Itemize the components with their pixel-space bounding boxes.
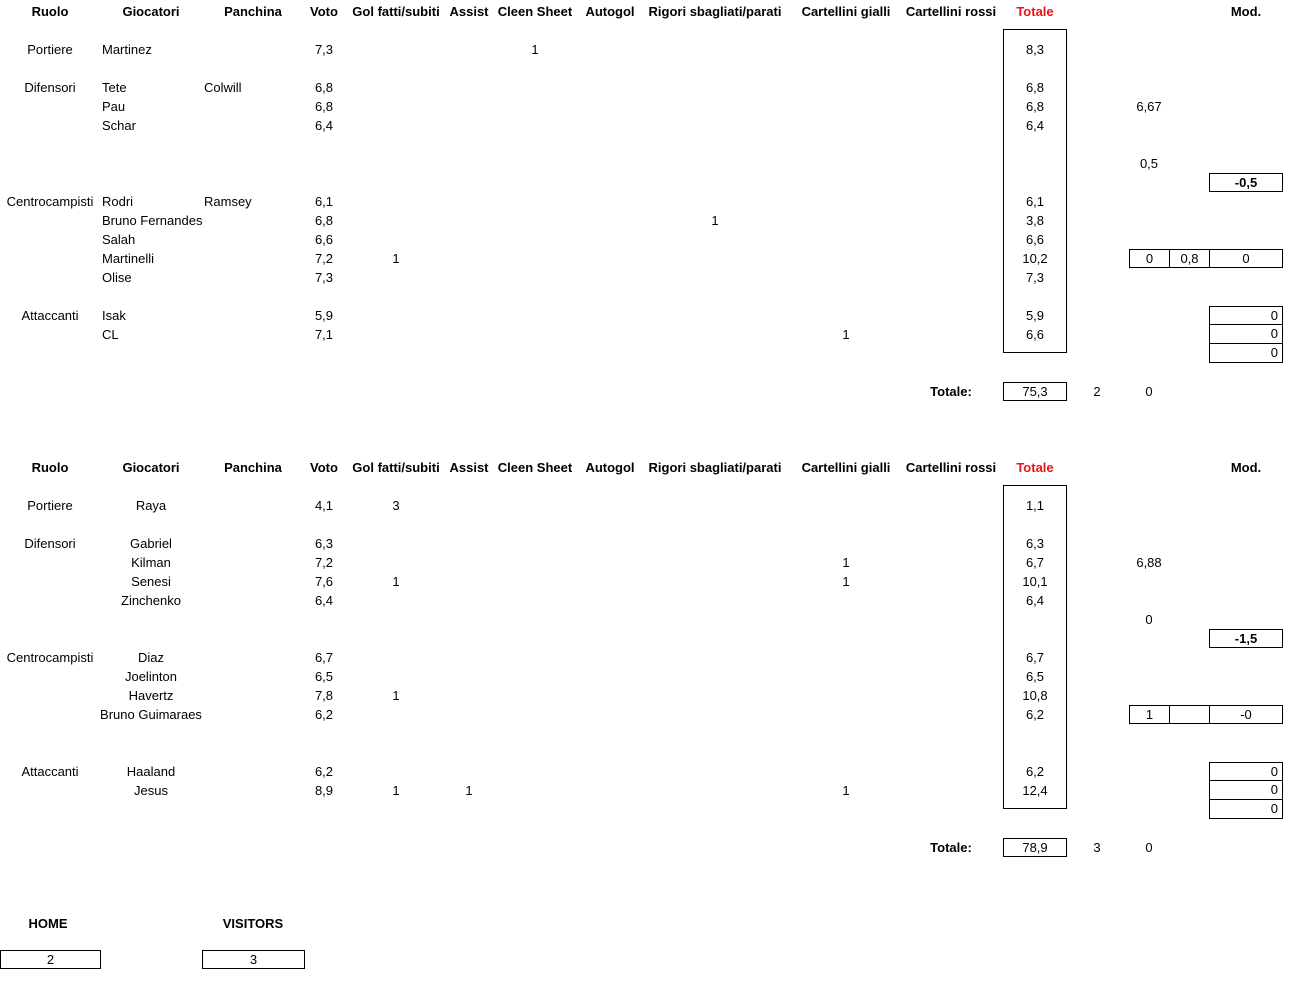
totale-label: Totale: [930,840,972,855]
voto-value: 4,1 [314,498,334,513]
header-ruolo: Ruolo [31,460,69,475]
bench-player [204,306,284,325]
assist-value [454,40,484,59]
header-voto: Voto [310,4,338,19]
voto-value: 7,1 [314,327,334,342]
voto-value: 7,3 [314,270,334,285]
gol-value [376,648,416,667]
cleen-sheet-value [520,192,550,211]
header-giocatori: Giocatori [122,4,180,19]
header-totale: Totale [1016,4,1054,19]
player-name: Isak [102,308,126,323]
player-name: Bruno Fernandes [102,213,203,228]
role-attaccanti: Attaccanti [21,308,79,323]
bench-player [204,97,284,116]
header-ruolo: Ruolo [31,4,69,19]
voto-value: 5,9 [314,308,334,323]
player-name: CL [102,327,119,342]
header-gialli: Cartellini gialli [801,460,891,475]
gol-value [376,667,416,686]
header-cleen-sheet: Cleen Sheet [497,460,573,475]
rigori-value [700,116,730,135]
gialli-value [831,97,861,116]
gialli-value: 1 [842,555,850,570]
assist-value [454,572,484,591]
header-rossi: Cartellini rossi [905,460,997,475]
cleen-sheet-value [520,116,550,135]
bench-player: Colwill [204,80,242,95]
assist-value [454,496,484,515]
voto-value: 8,9 [314,783,334,798]
assist-value [454,116,484,135]
player-name: Joelinton [124,669,178,684]
midfield-cell-b [1169,705,1210,724]
gol-value: 1 [392,574,400,589]
player-name: Olise [102,270,132,285]
rigori-value [700,268,730,287]
rigori-value: 1 [711,213,719,228]
gol-value [376,192,416,211]
gialli-value [831,534,861,553]
totale-value: 6,4 [1025,118,1045,133]
mod-total-cell: -1,5 [1209,629,1283,648]
totale-value: 5,9 [1025,308,1045,323]
gialli-value [831,211,861,230]
assist-value [454,553,484,572]
attack-cell-2: 0 [1209,325,1283,344]
gialli-value [831,496,861,515]
gol-value [376,78,416,97]
defense-average: 6,88 [1136,555,1162,570]
gol-value [376,762,416,781]
role-centrocampisti: Centrocampisti [6,194,94,209]
extra-value: 0 [1145,840,1153,855]
rigori-value [700,230,730,249]
bench-player [204,572,284,591]
header-giocatori: Giocatori [122,460,180,475]
gialli-value [831,648,861,667]
player-name: Martinelli [102,251,155,266]
header-mod: Mod. [1230,460,1262,475]
home-score-cell: 2 [0,950,101,969]
gol-value [376,325,416,344]
player-name: Zinchenko [121,593,181,608]
totale-value: 6,6 [1025,327,1045,342]
assist-value [454,762,484,781]
rigori-value [700,325,730,344]
role-portiere: Portiere [27,498,73,513]
midfield-cell-a: 1 [1129,705,1170,724]
gialli-value [831,249,861,268]
visitors-score-cell: 3 [202,950,305,969]
gialli-value [831,192,861,211]
attack-cell-3: 0 [1209,800,1283,819]
header-totale: Totale [1016,460,1054,475]
gol-value [376,705,416,724]
header-autogol: Autogol [585,460,635,475]
bench-player [204,553,284,572]
voto-value: 6,8 [314,80,334,95]
header-panchina: Panchina [224,4,282,19]
player-name: Kilman [131,555,171,570]
bench-player [204,705,284,724]
gialli-value [831,306,861,325]
bench-player [204,40,284,59]
bench-player [204,667,284,686]
attack-cell-1: 0 [1209,306,1283,325]
player-name: Pau [102,99,126,114]
player-name: Diaz [137,650,164,665]
gialli-value [831,230,861,249]
header-mod: Mod. [1230,4,1262,19]
gol-value [376,268,416,287]
voto-value: 7,2 [314,555,334,570]
voto-value: 6,5 [314,669,334,684]
player-name: Jesus [134,783,168,798]
cleen-sheet-value [520,306,550,325]
totale-value: 6,2 [1025,764,1045,779]
player-name: Rodri [102,194,134,209]
assist-value [454,192,484,211]
voto-value: 6,8 [314,213,334,228]
header-panchina: Panchina [224,460,282,475]
rigori-value [700,249,730,268]
cleen-sheet-value: 1 [531,42,539,57]
header-assist: Assist [449,4,489,19]
assist-value [454,97,484,116]
voto-value: 6,8 [314,99,334,114]
midfield-cell-c: -0 [1209,705,1283,724]
totale-value: 6,5 [1025,669,1045,684]
totale-value: 6,6 [1025,232,1045,247]
role-portiere: Portiere [27,42,73,57]
bench-player [204,781,284,800]
totale-value: 6,3 [1025,536,1045,551]
gol-value [376,306,416,325]
goals-value: 2 [1093,384,1101,399]
gialli-value [831,116,861,135]
totale-value: 12,4 [1022,783,1048,798]
totale-label: Totale: [930,384,972,399]
gol-value [376,116,416,135]
home-label: HOME [28,916,68,931]
gialli-value [831,78,861,97]
totale-value: 8,3 [1025,42,1045,57]
attack-cell-1: 0 [1209,762,1283,781]
gol-value [376,97,416,116]
midfield-cell-c: 0 [1209,249,1283,268]
header-rigori: Rigori sbagliati/parati [648,460,782,475]
cleen-sheet-value [520,78,550,97]
mod-total-cell: -0,5 [1209,173,1283,192]
bench-player [204,496,284,515]
assist-value [454,667,484,686]
gol-value [376,211,416,230]
voto-value: 7,6 [314,574,334,589]
voto-value: 6,7 [314,650,334,665]
cleen-sheet-value [520,325,550,344]
extra-value: 0 [1145,384,1153,399]
assist-value [454,534,484,553]
totale-value: 3,8 [1025,213,1045,228]
role-attaccanti: Attaccanti [21,764,79,779]
rigori-value [700,306,730,325]
voto-value: 6,4 [314,118,334,133]
voto-value: 7,3 [314,42,334,57]
bench-player [204,591,284,610]
voto-value: 6,2 [314,707,334,722]
gol-value [376,40,416,59]
player-name: Raya [135,498,167,513]
cleen-sheet-value [520,249,550,268]
voto-value: 6,3 [314,536,334,551]
player-name: Martinez [102,42,152,57]
player-name: Salah [102,232,136,247]
assist-value [454,78,484,97]
assist-value [454,211,484,230]
attack-cell-3: 0 [1209,344,1283,363]
totale-value: 10,2 [1022,251,1048,266]
cleen-sheet-value [520,211,550,230]
player-name: Schar [102,118,136,133]
defense-modifier: 0 [1145,612,1153,627]
voto-value: 7,2 [314,251,334,266]
header-assist: Assist [449,460,489,475]
visitors-label: VISITORS [222,916,284,931]
assist-value [454,591,484,610]
totale-value: 6,1 [1025,194,1045,209]
player-name: Senesi [131,574,171,589]
defense-modifier: 0,5 [1139,156,1159,171]
player-name: Haaland [126,764,176,779]
voto-value: 7,8 [314,688,334,703]
totale-value: 10,1 [1022,574,1048,589]
gol-value [376,534,416,553]
header-gol: Gol fatti/subiti [352,460,440,475]
totale-value: 7,3 [1025,270,1045,285]
player-name: Tete [102,80,127,95]
gol-value [376,591,416,610]
defense-average: 6,67 [1136,99,1162,114]
bench-player [204,534,284,553]
bench-player [204,230,284,249]
totale-value: 10,8 [1022,688,1048,703]
assist-value [454,325,484,344]
voto-value: 6,1 [314,194,334,209]
rigori-value [700,78,730,97]
gialli-value: 1 [842,783,850,798]
role-difensori: Difensori [24,80,76,95]
assist-value [454,686,484,705]
gialli-value [831,686,861,705]
gialli-value [831,591,861,610]
totale-value: 6,4 [1025,593,1045,608]
gol-value: 1 [392,251,400,266]
assist-value [454,705,484,724]
bench-player [204,325,284,344]
midfield-cell-a: 0 [1129,249,1170,268]
header-rigori: Rigori sbagliati/parati [648,4,782,19]
gialli-value [831,40,861,59]
voto-value: 6,4 [314,593,334,608]
totale-value: 6,8 [1025,80,1045,95]
assist-value [454,648,484,667]
gialli-value: 1 [842,327,850,342]
attack-cell-2: 0 [1209,781,1283,800]
gialli-value [831,762,861,781]
bench-player: Ramsey [204,194,252,209]
assist-value [454,249,484,268]
gol-value [376,553,416,572]
header-cleen-sheet: Cleen Sheet [497,4,573,19]
team-total-cell: 75,3 [1003,382,1067,401]
rigori-value [700,40,730,59]
gialli-value: 1 [842,574,850,589]
totale-value: 1,1 [1025,498,1045,513]
assist-value [454,306,484,325]
role-centrocampisti: Centrocampisti [6,650,94,665]
gol-value: 1 [392,688,400,703]
gol-value: 3 [392,498,400,513]
totale-value: 6,2 [1025,707,1045,722]
header-voto: Voto [310,460,338,475]
gialli-value [831,705,861,724]
cleen-sheet-value [520,230,550,249]
header-autogol: Autogol [585,4,635,19]
bench-player [204,762,284,781]
gol-value [376,230,416,249]
voto-value: 6,2 [314,764,334,779]
bench-player [204,249,284,268]
gialli-value [831,667,861,686]
rigori-value [700,192,730,211]
midfield-cell-b: 0,8 [1169,249,1210,268]
totale-value: 6,7 [1025,555,1045,570]
voto-value: 6,6 [314,232,334,247]
bench-player [204,686,284,705]
player-name: Gabriel [130,536,172,551]
assist-value [454,230,484,249]
role-difensori: Difensori [24,536,76,551]
gol-value: 1 [392,783,400,798]
rigori-value [700,97,730,116]
totale-value: 6,7 [1025,650,1045,665]
player-name: Bruno Guimaraes [100,707,202,722]
header-gol: Gol fatti/subiti [352,4,440,19]
totale-value: 6,8 [1025,99,1045,114]
team-total-cell: 78,9 [1003,838,1067,857]
header-gialli: Cartellini gialli [801,4,891,19]
player-name: Havertz [128,688,174,703]
cleen-sheet-value [520,97,550,116]
header-rossi: Cartellini rossi [905,4,997,19]
cleen-sheet-value [520,268,550,287]
bench-player [204,648,284,667]
goals-value: 3 [1093,840,1101,855]
bench-player [204,211,284,230]
assist-value: 1 [465,783,473,798]
bench-player [204,116,284,135]
assist-value [454,268,484,287]
bench-player [204,268,284,287]
gialli-value [831,268,861,287]
